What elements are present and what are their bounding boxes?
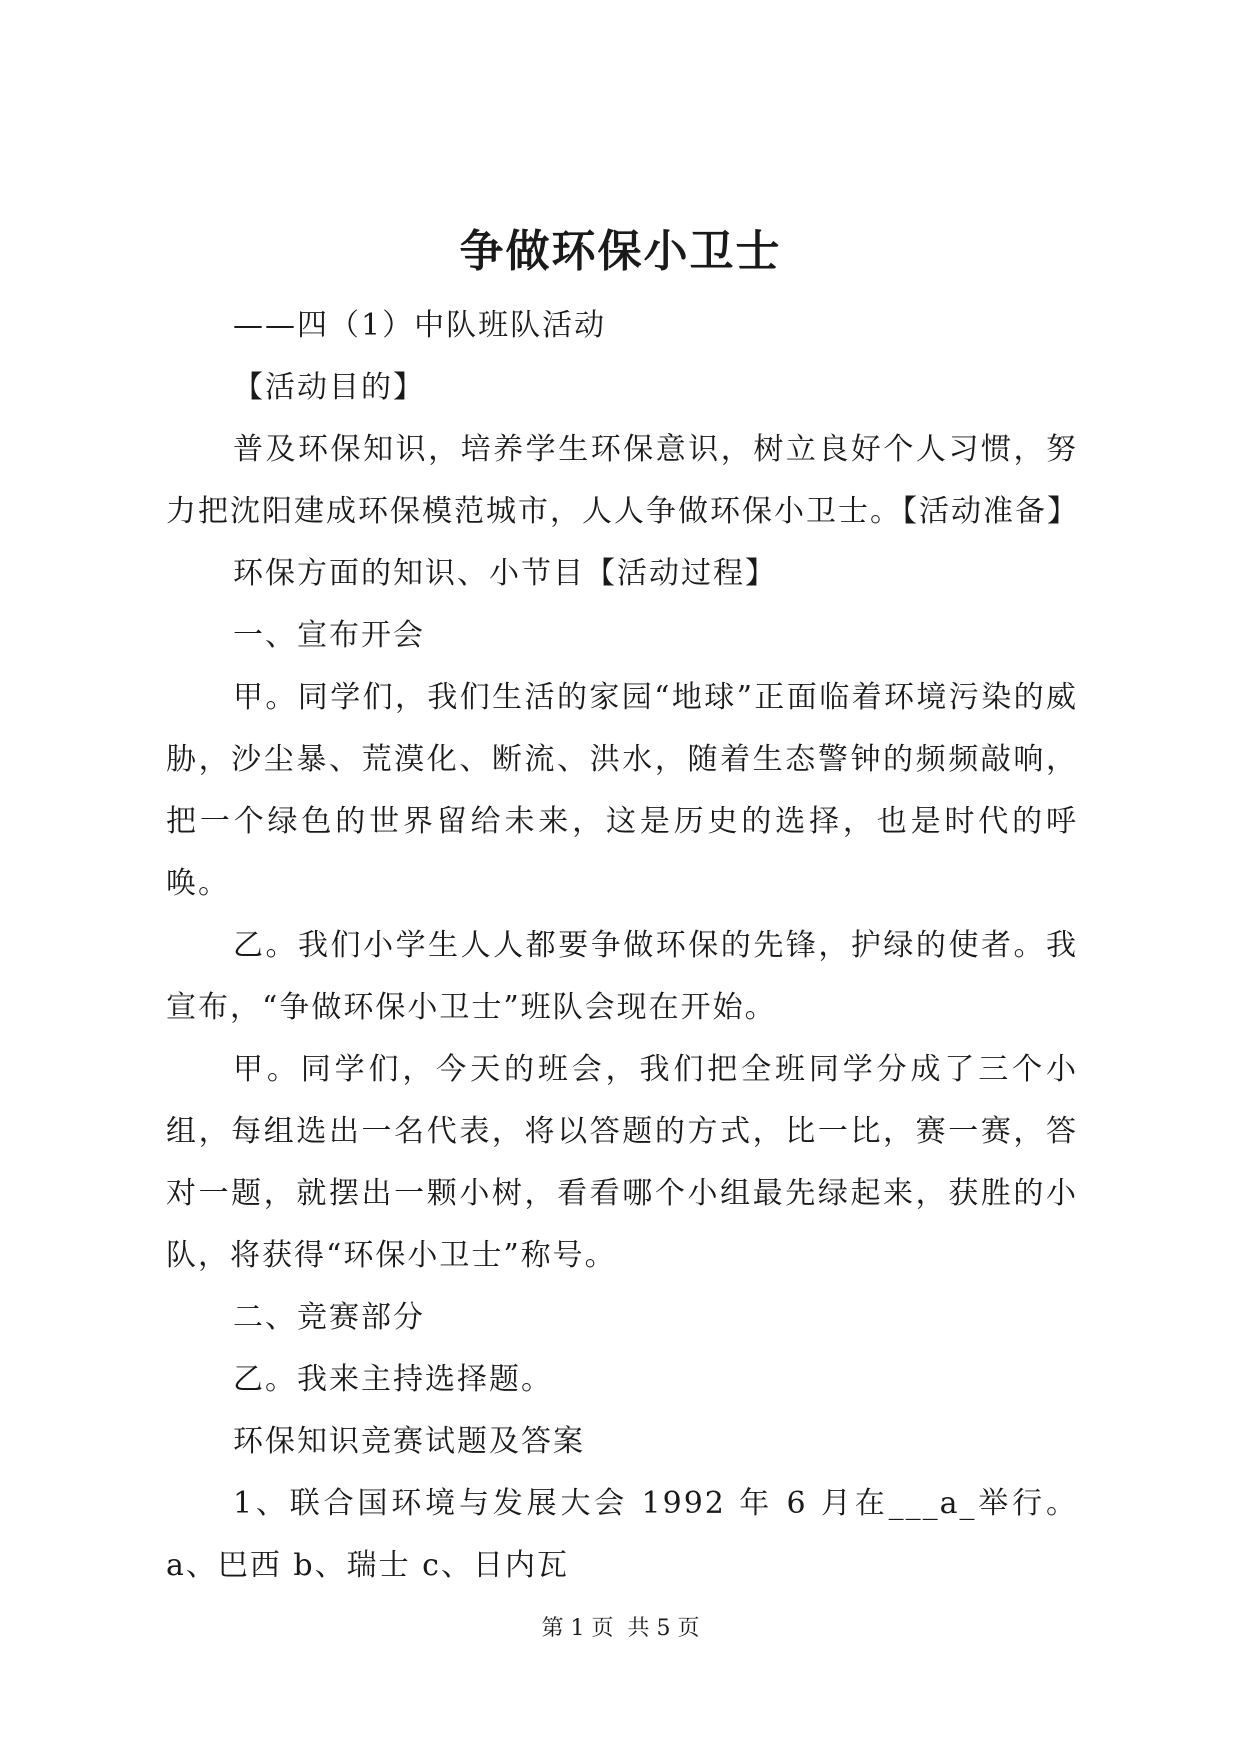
- document-title: 争做环保小卫士: [459, 226, 782, 277]
- body-paragraph: 甲。同学们，今天的班会，我们把全班同学分成了三个小组，每组选出一名代表，将以答题的方式，比一比，赛一赛，答对一题，就摆出一颗小树，看看哪个小组最先绿起来，获胜的小队，将获得“环保小卫士”称号。: [166, 1052, 1078, 1273]
- body-paragraph: 普及环保知识，培养学生环保意识，树立良好个人习惯，努力把沈阳建成环保模范城市，人人争做环保小卫士。【活动准备】: [166, 432, 1079, 529]
- body-paragraph: 甲。同学们，我们生活的家园“地球”正面临着环境污染的威胁，沙尘暴、荒漠化、断流、洪水，随着生态警钟的频频敲响，把一个绿色的世界留给未来，这是历史的选择，也是时代的呼唤。: [166, 680, 1078, 901]
- section-heading-opening: 一、宣布开会: [233, 618, 425, 653]
- body-paragraph: 环保知识竞赛试题及答案: [233, 1424, 585, 1459]
- body-paragraph: 环保方面的知识、小节目【活动过程】: [233, 556, 777, 591]
- page-number: 第 1 页: [541, 1616, 614, 1641]
- body-paragraph: 乙。我们小学生人人都要争做环保的先锋，护绿的使者。我宣布，“争做环保小卫士”班队会现在开始。: [166, 928, 1078, 1025]
- document-body: [166, 295, 1078, 1597]
- page-footer: [0, 1614, 1241, 1644]
- section-heading-purpose: 【活动目的】: [233, 370, 425, 405]
- page-total: 共 5 页: [627, 1616, 700, 1641]
- section-heading-competition: 二、竞赛部分: [233, 1300, 425, 1335]
- body-paragraph: 乙。我来主持选择题。: [233, 1362, 553, 1397]
- question-paragraph: 1、联合国环境与发展大会 1992 年 6 月在___a_举行。a、巴西 b、瑞士 c、日内瓦: [166, 1486, 1078, 1583]
- subtitle-paragraph: ——四（1）中队班队活动: [233, 308, 607, 343]
